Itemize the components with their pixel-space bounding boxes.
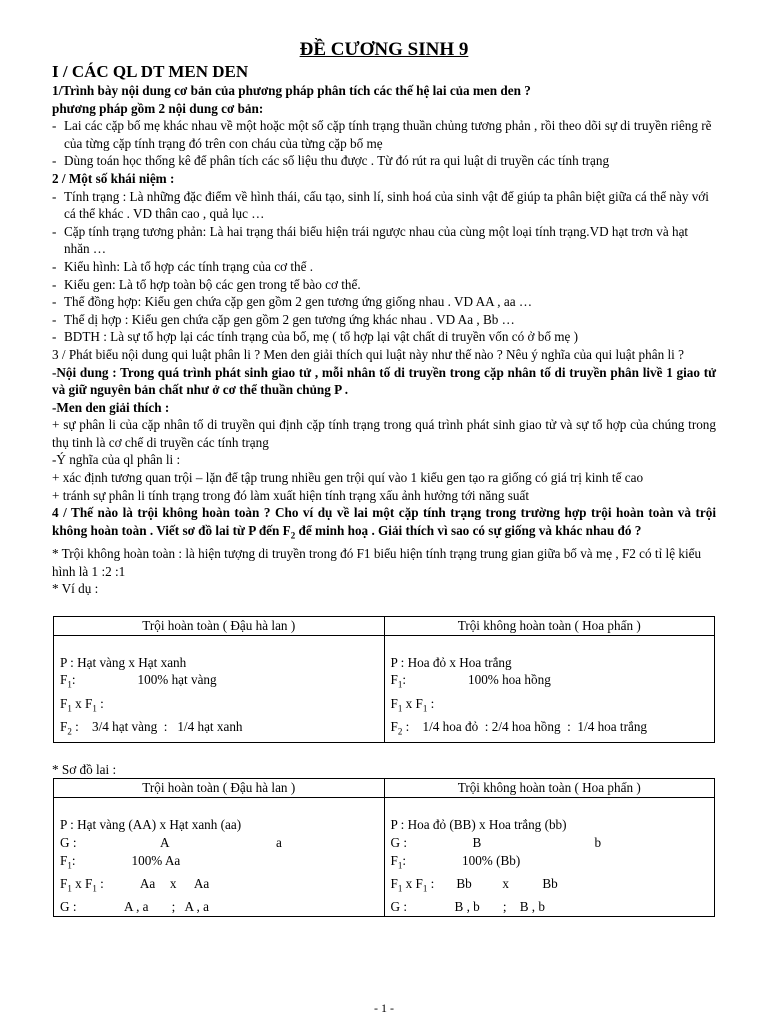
- question-2-heading: 2 / Một số khái niệm :: [52, 170, 175, 186]
- diagram-label: * Sơ đồ lai :: [52, 761, 117, 777]
- list-item: - Dùng toán học thống kê để phân tích các số liệu thu được . Từ đó rút ra qui luật di truyền các tính trạng: [52, 152, 716, 170]
- question-1: 1/Trình bày nội dung cơ bản của phương pháp phân tích các thế hệ lai của men den ?: [52, 83, 531, 98]
- table-cell-left: P : Hạt vàng (AA) x Hạt xanh (aa) G : A a $F_1$: 100% Aa $F_1$ x $F_1$ : Aa x Aa G : A , a ; A , a: [54, 798, 385, 916]
- question-1-sub: phương pháp gồm 2 nội dung cơ bản:: [52, 100, 264, 116]
- list-item: - Cặp tính trạng tương phản: Là hai trạng thái biểu hiện trái ngược nhau của cùng một loại tính trạng.VD hạt trơn và hạt nhăn …: [52, 223, 716, 258]
- question-4-definition: * Trội không hoàn toàn : là hiện tượng di truyền trong đó F1 biểu hiện tính trạng trung gian giữa bố và mẹ , F2 có tỉ lệ kiểu hình là 1 :2 :1: [52, 546, 702, 579]
- table-header-left: Trội hoàn toàn ( Đậu hà lan ): [54, 616, 385, 635]
- table-header-left: Trội hoàn toàn ( Đậu hà lan ): [54, 779, 385, 798]
- question-3-meaning-heading: -Ý nghĩa của ql phân li :: [52, 452, 181, 468]
- cross-diagram-table: [53, 778, 715, 916]
- list-item: - Kiểu hình: Là tổ hợp các tính trạng của cơ thể .: [52, 258, 716, 276]
- question-3-explain: + sự phân li của cặp nhân tố di truyền qui định cặp tính trạng trong quá trình phát sinh giao tử và sự tổ hợp của chúng trong thụ tinh là cơ chế di truyền các tính trạng: [52, 417, 716, 450]
- list-item: - Tính trạng : Là những đặc điểm về hình thái, cấu tạo, sinh lí, sinh hoá của sinh vật để giúp ta phân biệt giữa cá thể này với cá thể khác . VD thân cao , quả lục …: [52, 188, 716, 223]
- list-item: - Thể đồng hợp: Kiểu gen chứa cặp gen gồm 2 gen tương ứng giống nhau . VD AA , aa …: [52, 293, 716, 311]
- table-header-right: Trội không hoàn toàn ( Hoa phấn ): [384, 616, 715, 635]
- example-label: * Ví dụ :: [52, 581, 99, 597]
- document-page: [52, 38, 716, 1015]
- question-3-meaning-2: + tránh sự phân li tính trạng trong đó làm xuất hiện tính trạng xấu ảnh hưởng tới năng suất: [52, 487, 530, 503]
- document-title: ĐỀ CƯƠNG SINH 9: [299, 39, 469, 60]
- example-table: [53, 616, 715, 743]
- question-3-content: -Nội dung : Trong quá trình phát sinh giao tử , mỗi nhân tố di truyền trong cặp nhân tố di truyền phân livề 1 giao tử và giữ nguyên bản chất như ở cơ thể thuần chủng P .: [52, 364, 716, 398]
- table-cell-right: P : Hoa đỏ x Hoa trắng $F_1$: 100% hoa hồng $F_1$ x $F_1$ : $F_2$ : 1/4 hoa đỏ : 2/4 hoa hồng : 1/4 hoa trắng: [384, 635, 715, 742]
- table-cell-right: P : Hoa đỏ (BB) x Hoa trắng (bb) G : B b $F_1$: 100% (Bb) $F_1$ x $F_1$ : Bb x Bb G : B , b ; B , b: [384, 798, 715, 916]
- list-item: - Lai các cặp bố mẹ khác nhau về một hoặc một số cặp tính trạng thuần chủng tương phản , rồi theo dõi sự di truyền riêng rẽ của từng cặp tính trạng đó trên con cháu của từng cặp bố mẹ: [52, 117, 716, 152]
- list-item: - Thể dị hợp : Kiểu gen chứa cặp gen gồm 2 gen tương ứng khác nhau . VD Aa , Bb …: [52, 311, 716, 329]
- question-3-meaning-1: + xác định tương quan trội – lặn để tập trung nhiều gen trội quí vào 1 kiểu gen tạo ra giống có giá trị kinh tế cao: [52, 470, 644, 486]
- question-3: 3 / Phát biểu nội dung qui luật phân li ? Men den giải thích qui luật này như thế nào ? Nêu ý nghĩa của qui luật phân li ?: [52, 346, 684, 362]
- table-header-right: Trội không hoàn toàn ( Hoa phấn ): [384, 779, 715, 798]
- question-1-list: [52, 117, 716, 170]
- question-3-explain-heading: -Men den giải thích :: [52, 399, 170, 415]
- table-cell-left: P : Hạt vàng x Hạt xanh $F_1$: 100% hạt vàng $F_1$ x $F_1$ : $F_2$ : 3/4 hạt vàng : 1/4 hạt xanh: [54, 635, 385, 742]
- question-2-list: [52, 188, 716, 346]
- list-item: - Kiểu gen: Là tổ hợp toàn bộ các gen trong tế bào cơ thể.: [52, 276, 716, 294]
- question-4: 4 / Thế nào là trội không hoàn toàn ? Cho ví dụ về lai một cặp tính trạng trong trường hợp trội hoàn toàn và trội không hoàn toàn . Viết sơ đồ lai từ P đến $F_2$ để minh hoạ . Giải thích vì sao có sự giống và khác nhau đó ?: [52, 505, 716, 541]
- section-heading: I / CÁC QL DT MEN DEN: [52, 62, 249, 81]
- page-number: - 1 -: [374, 1001, 394, 1015]
- list-item: - BDTH : Là sự tổ hợp lại các tính trạng của bố, mẹ ( tổ hợp lại vật chất di truyền vốn có ở bố mẹ ): [52, 328, 716, 346]
